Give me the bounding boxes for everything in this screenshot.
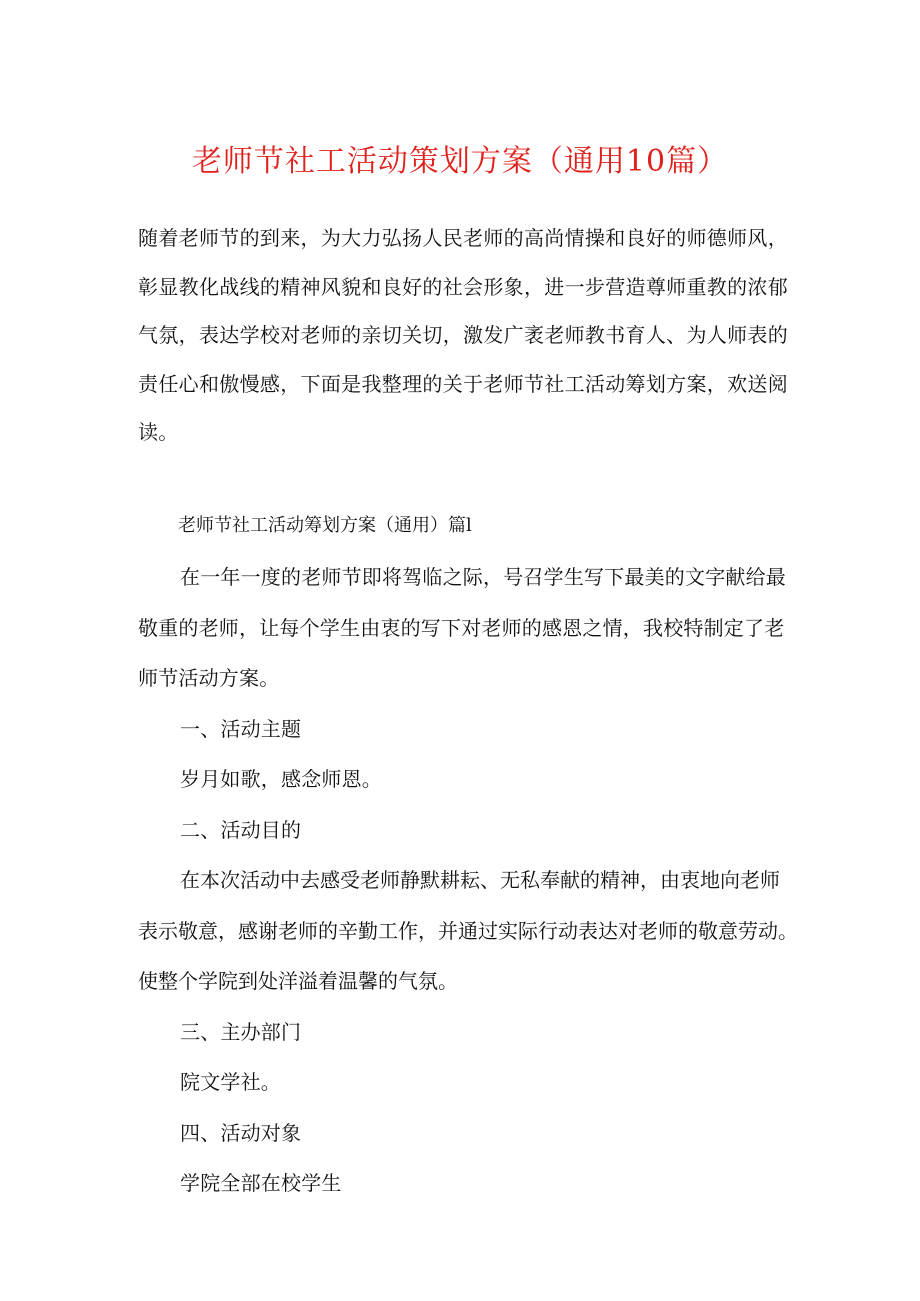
body-paragraph: 院文学社。 xyxy=(180,1070,281,1094)
section-title: 老师节社工活动筹划方案（通用）篇l xyxy=(178,515,472,536)
document-title: 老师节社工活动策划方案（通用10篇） xyxy=(191,144,729,179)
body-paragraph: 岁月如歌，感念师恩。 xyxy=(180,767,382,791)
body-paragraph: 在一年一度的老师节即将驾临之际，号召学生写下最美的文字献给最敬重的老师，让每个学生由衷的写下对老师的感恩之情，我校特制定了老师节活动方案。 xyxy=(138,565,786,690)
body-paragraph: 学院全部在校学生 xyxy=(180,1171,342,1195)
intro-paragraph: 随着老师节的到来，为大力弘扬人民老师的高尚情操和良好的师德师风，彰显教化战线的精神风貌和良好的社会形象，进一步营造尊师重教的浓郁气氛，表达学校对老师的亲切关切，激发广袤老师教书育人、为人师表的责任心和傲慢感，下面是我整理的关于老师节社工活动筹划方案，欢送阅读。 xyxy=(138,226,788,444)
body-paragraph: 在本次活动中去感受老师静默耕耘、无私奉献的精神，由衷地向老师表示敬意，感谢老师的辛勤工作，并通过实际行动表达对老师的敬意劳动。使整个学院到处洋溢着温馨的气氛。 xyxy=(138,868,798,993)
document-body xyxy=(138,506,798,1209)
section-heading-purpose: 二、活动目的 xyxy=(180,817,302,842)
section-heading-organizer: 三、主办部门 xyxy=(180,1019,302,1044)
section-heading-audience: 四、活动对象 xyxy=(180,1120,302,1145)
section-heading-theme: 一、活动主题 xyxy=(180,716,302,741)
